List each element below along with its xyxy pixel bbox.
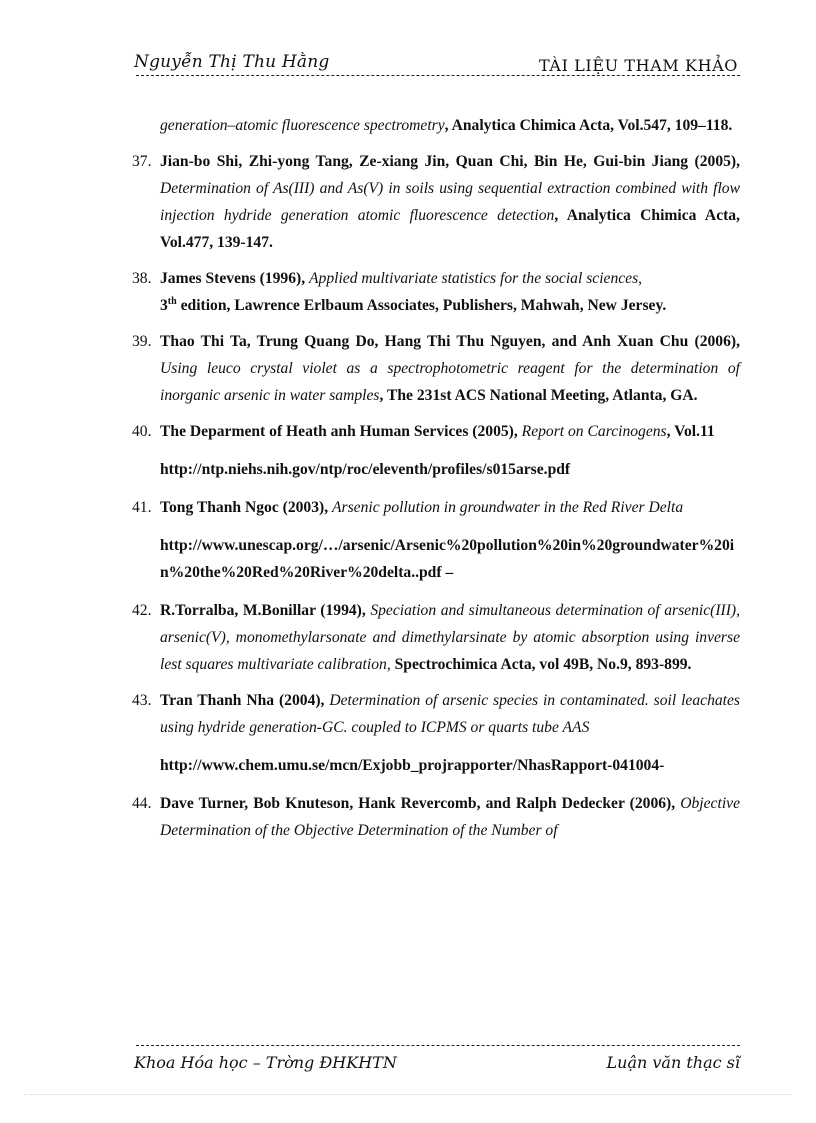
- ref-title: Applied multivariate statistics for the social sciences,: [309, 270, 643, 287]
- ref-number: 42.: [132, 602, 152, 619]
- ref-title: Objective Determination of the Objective Determination of the Number of: [160, 795, 740, 839]
- ref-source: Spectrochimica Acta, vol 49B, No.9, 893-899.: [390, 656, 692, 673]
- ref-number: 38.: [132, 270, 152, 287]
- ref-title: generation–atomic fluorescence spectrometry: [160, 117, 445, 134]
- header-section-title: TÀI LIỆU THAM KHẢO: [539, 56, 738, 75]
- ref-number: 44.: [132, 795, 152, 812]
- ref-authors: Jian-bo Shi, Zhi-yong Tang, Ze-xiang Jin, Quan Chi, Bin He, Gui-bin Jiang (2005),: [160, 153, 740, 170]
- ref-title: Using leuco crystal violet as a spectrophotometric reagent for the determination of inorganic arsenic in water samples: [160, 360, 740, 404]
- reference-43-url-link[interactable]: http://www.chem.umu.se/mcn/Exjobb_projrapporter/NhasRapport-041004-: [160, 757, 665, 774]
- ref-number: 43.: [132, 692, 152, 709]
- reference-41: [132, 494, 740, 521]
- ref-source: , The 231st ACS National Meeting, Atlanta, GA.: [379, 387, 698, 404]
- ref-authors: Thao Thi Ta, Trung Quang Do, Hang Thi Thu Nguyen, and Anh Xuan Chu (2006),: [160, 333, 740, 350]
- reference-42: [132, 597, 740, 678]
- ref-number: 41.: [132, 499, 152, 516]
- ref-authors: James Stevens (1996),: [160, 270, 309, 287]
- ref-title: Determination of As(III) and As(V) in soils using sequential extraction combined with flow injection hydride generation atomic fluorescence detection: [160, 180, 740, 224]
- ref-authors: Dave Turner, Bob Knuteson, Hank Revercomb, and Ralph Dedecker (2006),: [160, 795, 681, 812]
- reference-36-continuation: [132, 112, 740, 139]
- reference-38: [132, 265, 740, 319]
- ref-authors: Tong Thanh Ngoc (2003),: [160, 499, 333, 516]
- ref-edition-suffix: th: [167, 295, 177, 307]
- ref-title: Determination of arsenic species in contaminated. soil leachates using hydride generation-GC. coupled to ICPMS or quarts tube AAS: [160, 692, 740, 736]
- ref-edition-number: 3: [160, 297, 168, 314]
- header-author: Nguyễn Thị Thu Hằng: [134, 52, 330, 72]
- ref-source: , Analytica Chimica Acta, Vol.547, 109–118.: [444, 117, 733, 134]
- ref-title: Report on Carcinogens: [521, 423, 667, 440]
- ref-title: Speciation and simultaneous determination of arsenic(III), arsenic(V), monomethylarsonate and dimethylarsinate by atomic absorption using inverse lest squares multivariate calibration,: [160, 602, 740, 673]
- ref-title: Arsenic pollution in groundwater in the Red River Delta: [332, 499, 684, 516]
- ref-number: 37.: [132, 153, 152, 170]
- ref-authors: Tran Thanh Nha (2004),: [160, 692, 330, 709]
- reference-40-url-link[interactable]: http://ntp.niehs.nih.gov/ntp/roc/eleventh/profiles/s015arse.pdf: [160, 461, 571, 478]
- ref-authors: R.Torralba, M.Bonillar (1994),: [160, 602, 371, 619]
- reference-39: [132, 328, 740, 409]
- reference-41-url-link[interactable]: http://www.unescap.org/…/arsenic/Arsenic%20pollution%20in%20groundwater%20in%20the%20Red%20River%20delta..pdf –: [160, 537, 735, 581]
- footer-divider: [136, 1045, 740, 1046]
- ref-number: 40.: [132, 423, 152, 440]
- ref-source: , Analytica Chimica Acta, Vol.477, 139-147.: [160, 207, 741, 251]
- reference-40: [132, 418, 740, 445]
- ref-source: edition, Lawrence Erlbaum Associates, Publishers, Mahwah, New Jersey.: [176, 297, 667, 314]
- ref-authors: The Deparment of Heath anh Human Services (2005),: [160, 423, 522, 440]
- reference-37: [132, 148, 740, 256]
- ref-source: , Vol.11: [666, 423, 715, 440]
- header-divider: [136, 75, 740, 76]
- footer-thesis-label: Luận văn thạc sĩ: [606, 1053, 740, 1072]
- footer-faculty: Khoa Hóa học – Trờng ĐHKHTN: [134, 1053, 397, 1072]
- reference-list: [132, 112, 740, 853]
- reference-43: [132, 687, 740, 741]
- ref-number: 39.: [132, 333, 152, 350]
- reference-44: [132, 790, 740, 844]
- page-edge-divider: [24, 1094, 792, 1095]
